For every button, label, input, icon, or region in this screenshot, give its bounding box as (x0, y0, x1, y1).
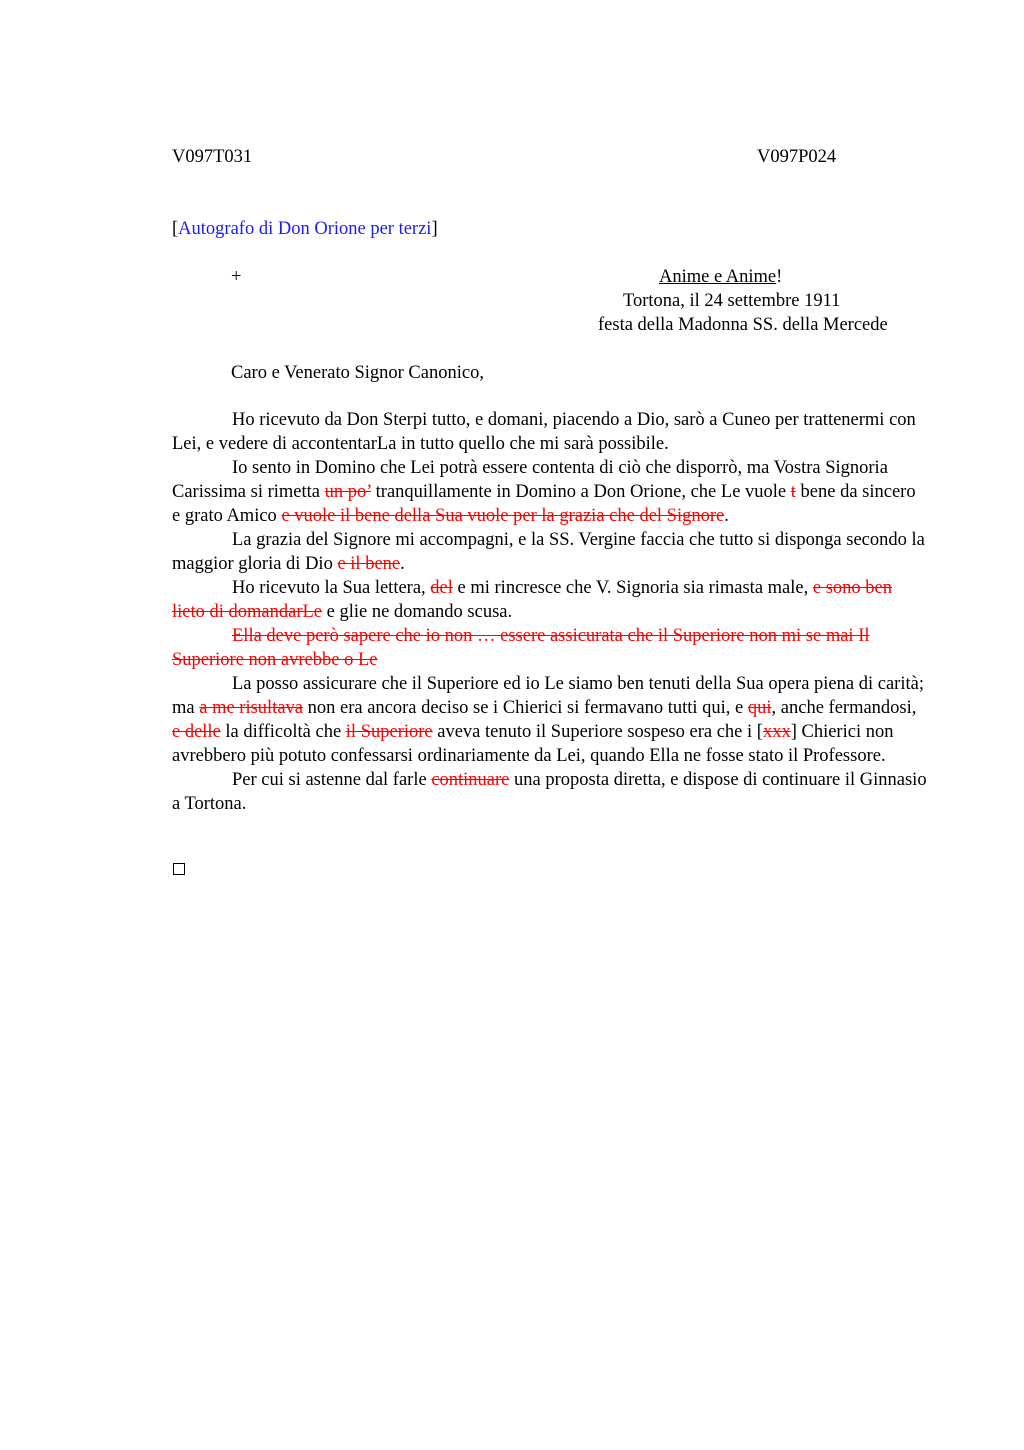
text-run: aveva tenuto il Superiore sospeso era che i [ (432, 722, 763, 742)
text-run: , anche fermandosi, (771, 698, 917, 718)
text-run: tranquillamente in Domino a Don Orione, che Le vuole (371, 482, 791, 502)
text-run: bene da sincero e grato Amico (172, 482, 916, 526)
text-run: non era ancora deciso se i Chierici si fermavano tutti qui, e (303, 698, 748, 718)
page-code-right: V097P024 (757, 147, 837, 167)
bracket-close: ] (431, 219, 438, 239)
editorial-note-text: Autografo di Don Orione per terzi (178, 219, 432, 239)
paragraph-1 (172, 408, 928, 456)
deleted-text: continuare (431, 770, 510, 790)
salutation: Caro e Venerato Signor Canonico, (231, 363, 484, 383)
text-run: e mi rincresce che V. Signoria sia rimasta male, (452, 578, 813, 598)
paragraph-7 (172, 768, 928, 816)
deleted-text: e delle (172, 722, 221, 742)
text-run: La posso assicurare che il Superiore ed io Le siamo ben tenuti della Sua opera piena di carità; ma (172, 674, 924, 718)
deleted-text: Ella deve però sapere che io non … essere assicurata che il Superiore non mi se mai Il Superiore non avrebbe o Le (172, 626, 870, 670)
document-code-left: V097T031 (172, 147, 253, 167)
motto (659, 267, 782, 288)
end-of-document-box-icon (173, 863, 185, 875)
letter-body (172, 408, 928, 816)
deleted-text: t (790, 482, 796, 502)
feast-line: festa della Madonna SS. della Mercede (598, 315, 888, 335)
text-run: Ho ricevuto la Sua lettera, (232, 578, 431, 598)
text-run: La grazia del Signore mi accompagni, e la SS. Vergine faccia che tutto si disponga secondo la maggior gloria di Dio (172, 530, 925, 574)
deleted-text: qui (747, 698, 772, 718)
text-run: Per cui si astenne dal farle (232, 770, 432, 790)
motto-text: Anime e Anime (659, 267, 777, 287)
paragraph-2 (172, 456, 928, 528)
bracket-open: [ (172, 219, 179, 239)
place-date: Tortona, il 24 settembre 1911 (623, 291, 841, 311)
deleted-text: il Superiore (345, 722, 433, 742)
text-run: . (400, 554, 405, 574)
text-run: Ho ricevuto da Don Sterpi tutto, e domani, piacendo a Dio, sarò a Cuneo per trattenermi con Lei, e vedere di accontentarLa in tutto quello che mi sarà possibile. (172, 410, 916, 454)
motto-punct: ! (776, 267, 783, 287)
paragraph-6 (172, 672, 928, 768)
deleted-text: e sono ben lieto di domandarLe (172, 578, 892, 622)
text-run: ] Chierici non avrebbero più potuto confessarsi ordinariamente da Lei, quando Ella ne fosse stato il Professore. (172, 722, 894, 766)
paragraph-3 (172, 528, 928, 576)
deleted-text: un po’ (324, 482, 372, 502)
deleted-text: del (430, 578, 453, 598)
deleted-text: a me risultava (199, 698, 303, 718)
text-run: la difficoltà che (220, 722, 346, 742)
editorial-note (172, 219, 438, 240)
text-run: . (724, 506, 729, 526)
deleted-text: e vuole il bene della Sua vuole per la grazia che del Signore (281, 506, 725, 526)
paragraph-5-deleted (172, 624, 928, 672)
deleted-text: xxx (762, 722, 791, 742)
text-run: e glie ne domando scusa. (322, 602, 513, 622)
cross-symbol: + (231, 267, 242, 287)
deleted-text: e il bene (337, 554, 401, 574)
paragraph-4 (172, 576, 928, 624)
text-run: una proposta diretta, e dispose di continuare il Ginnasio a Tortona. (172, 770, 927, 814)
text-run: Io sento in Domino che Lei potrà essere contenta di ciò che disporrò, ma Vostra Signoria Carissima si rimetta (172, 458, 888, 502)
